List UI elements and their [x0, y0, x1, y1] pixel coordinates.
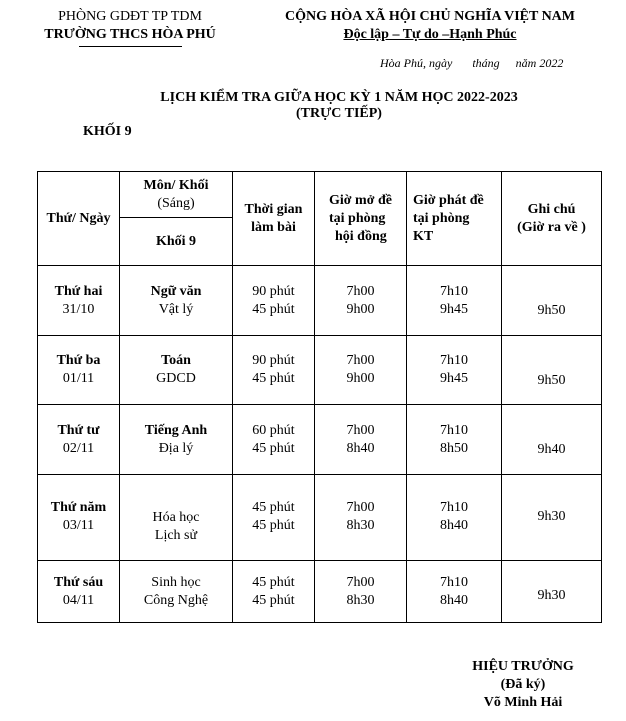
- distribute-time-cell: [407, 405, 502, 475]
- header-subject-group: [120, 172, 233, 218]
- subject-2: Địa lý: [158, 440, 194, 456]
- date-place: Hòa Phú, ngày: [380, 56, 453, 70]
- subject-1: Sinh học: [151, 575, 201, 590]
- national-header: [248, 8, 612, 44]
- day-cell: [38, 405, 120, 475]
- note-cell: 9h50: [502, 336, 602, 405]
- duration-cell: [233, 561, 315, 623]
- header-open-time: [315, 172, 407, 266]
- duration-1: 45 phút: [252, 500, 295, 515]
- national-motto: Độc lập – Tự do –Hạnh Phúc: [343, 27, 517, 42]
- subject-1: Tiếng Anh: [144, 422, 208, 438]
- day-date: 03/11: [62, 518, 95, 533]
- title-line-2: (TRỰC TIẾP): [296, 106, 382, 121]
- header-duration-line-2: làm bài: [251, 219, 296, 235]
- duration-2: 45 phút: [252, 371, 295, 386]
- header-subject-session: (Sáng): [157, 195, 195, 211]
- table-row: [38, 266, 602, 336]
- subject-1: Toán: [161, 353, 191, 368]
- note-cell: 9h30: [502, 475, 602, 561]
- distribute-time-cell: [407, 266, 502, 336]
- open-time-2: 9h00: [346, 301, 375, 317]
- document-title: [0, 90, 626, 122]
- header-note: [502, 172, 602, 266]
- duration-cell: [233, 475, 315, 561]
- open-time-cell: [315, 475, 407, 561]
- table-row: [38, 405, 602, 475]
- signer-name: Võ Minh Hải: [483, 695, 563, 710]
- signed-note: (Đã ký): [500, 677, 546, 692]
- day-name: Thứ ba: [56, 353, 101, 368]
- header-duration-line-1: Thời gian: [244, 201, 303, 217]
- duration-cell: [233, 405, 315, 475]
- distribute-time-cell: [407, 336, 502, 405]
- day-cell: [38, 336, 120, 405]
- header-day: Thứ/ Ngày: [38, 172, 120, 266]
- subject-cell: [120, 266, 233, 336]
- open-time-cell: [315, 336, 407, 405]
- distribute-time-2: 8h40: [440, 518, 468, 533]
- duration-cell: [233, 336, 315, 405]
- duration-2: 45 phút: [252, 518, 295, 533]
- open-time-cell: [315, 405, 407, 475]
- table-row: [38, 561, 602, 623]
- subject-cell: [120, 561, 233, 623]
- header-open-line-3: hội đồng: [335, 228, 387, 244]
- exam-schedule-table: [37, 171, 602, 623]
- distribute-time-1: 7h10: [440, 353, 468, 368]
- header-distribute-time: [407, 172, 502, 266]
- title-line-1: LỊCH KIỂM TRA GIỮA HỌC KỲ 1 NĂM HỌC 2022-2023: [160, 90, 518, 105]
- duration-2: 45 phút: [252, 301, 295, 317]
- header-open-line-2: tại phòng: [329, 210, 386, 226]
- table-row: [38, 336, 602, 405]
- distribute-time-1: 7h10: [440, 283, 468, 299]
- subject-cell: [120, 475, 233, 561]
- day-name: Thứ năm: [50, 500, 107, 515]
- signer-role: HIỆU TRƯỞNG: [472, 659, 574, 674]
- day-cell: [38, 475, 120, 561]
- duration-1: 60 phút: [252, 422, 295, 438]
- day-cell: [38, 266, 120, 336]
- header-note-line-2: (Giờ ra về ): [517, 219, 586, 235]
- distribute-time-1: 7h10: [440, 500, 468, 515]
- date-month: tháng: [472, 56, 500, 70]
- day-name: Thứ sáu: [53, 575, 104, 590]
- distribute-time-2: 9h45: [440, 371, 468, 386]
- signature-block: [463, 658, 583, 712]
- header-grade-9: Khối 9: [120, 218, 233, 266]
- duration-1: 90 phút: [252, 283, 295, 299]
- date-line: [380, 56, 563, 71]
- day-date: 02/11: [62, 440, 95, 456]
- duration-1: 90 phút: [252, 353, 295, 368]
- subject-2: Vật lý: [158, 301, 194, 317]
- subject-2: Lịch sử: [154, 528, 198, 543]
- distribute-time-2: 8h40: [440, 593, 468, 608]
- subject-1: Ngữ văn: [150, 283, 202, 299]
- open-time-1: 7h00: [346, 422, 375, 438]
- table-row: [38, 475, 602, 561]
- note-cell: 9h30: [502, 561, 602, 623]
- date-year: năm 2022: [515, 56, 564, 70]
- duration-2: 45 phút: [252, 593, 295, 608]
- duration-cell: [233, 266, 315, 336]
- day-cell: [38, 561, 120, 623]
- distribute-time-1: 7h10: [440, 575, 468, 590]
- open-time-2: 8h30: [346, 593, 375, 608]
- subject-2: Công Nghệ: [143, 593, 209, 608]
- header-distribute-line-2: tại phòng: [413, 210, 470, 226]
- department-name: PHÒNG GDĐT TP TDM: [58, 9, 202, 24]
- subject-1: Hóa học: [152, 510, 200, 525]
- open-time-1: 7h00: [346, 575, 375, 590]
- open-time-2: 8h40: [346, 440, 375, 456]
- distribute-time-2: 9h45: [440, 301, 468, 317]
- school-name: TRƯỜNG THCS HÒA PHÚ: [44, 27, 216, 42]
- issuing-office: [20, 8, 240, 47]
- open-time-2: 8h30: [346, 518, 375, 533]
- header-row: [38, 172, 602, 218]
- subject-2: GDCD: [156, 371, 196, 386]
- header-subject-group-label: Môn/ Khối: [143, 177, 209, 193]
- subject-cell: [120, 405, 233, 475]
- header-duration: [233, 172, 315, 266]
- day-date: 31/10: [62, 301, 95, 317]
- day-date: 04/11: [62, 593, 95, 608]
- header-divider: [79, 46, 182, 47]
- open-time-2: 9h00: [346, 371, 375, 386]
- note-cell: 9h50: [502, 266, 602, 336]
- open-time-cell: [315, 266, 407, 336]
- distribute-time-1: 7h10: [440, 422, 468, 438]
- open-time-1: 7h00: [346, 500, 375, 515]
- note-cell: 9h40: [502, 405, 602, 475]
- grade-label: KHỐI 9: [83, 124, 132, 139]
- republic-title: CỘNG HÒA XÃ HỘI CHỦ NGHĨA VIỆT NAM: [284, 9, 575, 24]
- distribute-time-cell: [407, 561, 502, 623]
- open-time-1: 7h00: [346, 283, 375, 299]
- subject-cell: [120, 336, 233, 405]
- day-name: Thứ hai: [54, 283, 103, 299]
- day-date: 01/11: [62, 371, 95, 386]
- duration-1: 45 phút: [252, 575, 295, 590]
- header-distribute-line-1: Giờ phát đề: [413, 192, 484, 208]
- distribute-time-cell: [407, 475, 502, 561]
- day-name: Thứ tư: [57, 422, 100, 438]
- open-time-1: 7h00: [346, 353, 375, 368]
- header-note-line-1: Ghi chú: [527, 201, 576, 217]
- distribute-time-2: 8h50: [440, 440, 468, 456]
- header-distribute-line-3: KT: [413, 228, 434, 244]
- open-time-cell: [315, 561, 407, 623]
- header-open-line-1: Giờ mở đề: [329, 192, 392, 208]
- duration-2: 45 phút: [252, 440, 295, 456]
